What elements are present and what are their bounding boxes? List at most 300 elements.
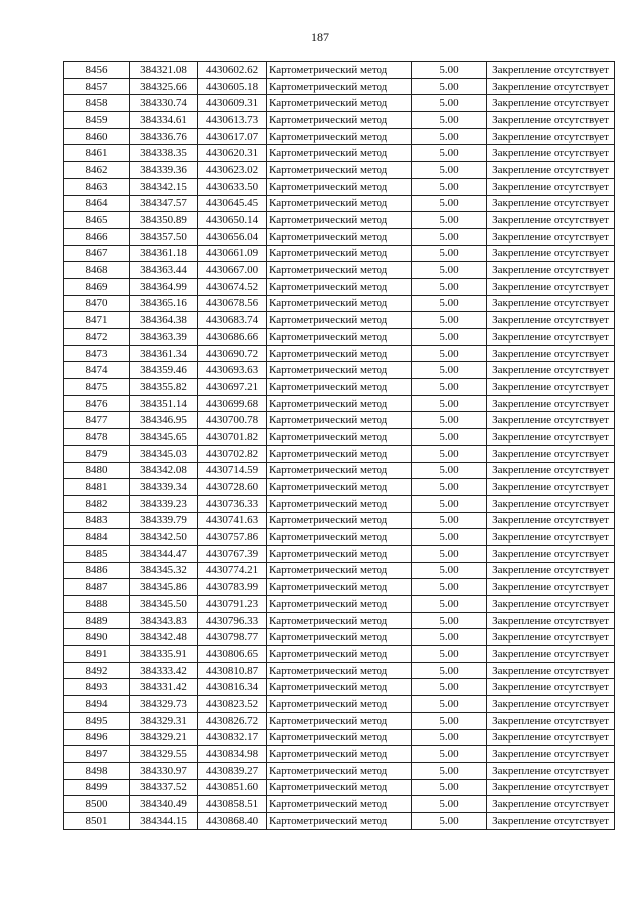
point-number-cell: 8464 bbox=[64, 195, 130, 212]
point-number-cell: 8501 bbox=[64, 812, 130, 829]
table-row bbox=[64, 746, 615, 763]
y-coordinate-cell: 4430851.60 bbox=[198, 779, 267, 796]
accuracy-cell: 5.00 bbox=[412, 312, 487, 329]
method-cell: Картометрический метод bbox=[267, 545, 412, 562]
table-row bbox=[64, 362, 615, 379]
fixation-note-cell: Закрепление отсутствует bbox=[487, 128, 615, 145]
fixation-note-cell: Закрепление отсутствует bbox=[487, 445, 615, 462]
point-number-cell: 8463 bbox=[64, 178, 130, 195]
accuracy-cell: 5.00 bbox=[412, 429, 487, 446]
method-cell: Картометрический метод bbox=[267, 529, 412, 546]
method-cell: Картометрический метод bbox=[267, 479, 412, 496]
x-coordinate-cell: 384346.95 bbox=[130, 412, 198, 429]
table-row bbox=[64, 212, 615, 229]
method-cell: Картометрический метод bbox=[267, 662, 412, 679]
x-coordinate-cell: 384329.21 bbox=[130, 729, 198, 746]
x-coordinate-cell: 384340.49 bbox=[130, 796, 198, 813]
method-cell: Картометрический метод bbox=[267, 162, 412, 179]
y-coordinate-cell: 4430774.21 bbox=[198, 562, 267, 579]
method-cell: Картометрический метод bbox=[267, 596, 412, 613]
method-cell: Картометрический метод bbox=[267, 379, 412, 396]
accuracy-cell: 5.00 bbox=[412, 712, 487, 729]
fixation-note-cell: Закрепление отсутствует bbox=[487, 112, 615, 129]
y-coordinate-cell: 4430741.63 bbox=[198, 512, 267, 529]
method-cell: Картометрический метод bbox=[267, 178, 412, 195]
x-coordinate-cell: 384345.65 bbox=[130, 429, 198, 446]
accuracy-cell: 5.00 bbox=[412, 112, 487, 129]
accuracy-cell: 5.00 bbox=[412, 529, 487, 546]
table-row bbox=[64, 796, 615, 813]
accuracy-cell: 5.00 bbox=[412, 812, 487, 829]
accuracy-cell: 5.00 bbox=[412, 78, 487, 95]
y-coordinate-cell: 4430613.73 bbox=[198, 112, 267, 129]
accuracy-cell: 5.00 bbox=[412, 562, 487, 579]
x-coordinate-cell: 384339.79 bbox=[130, 512, 198, 529]
point-number-cell: 8459 bbox=[64, 112, 130, 129]
point-number-cell: 8498 bbox=[64, 762, 130, 779]
accuracy-cell: 5.00 bbox=[412, 662, 487, 679]
y-coordinate-cell: 4430736.33 bbox=[198, 495, 267, 512]
fixation-note-cell: Закрепление отсутствует bbox=[487, 796, 615, 813]
y-coordinate-cell: 4430796.33 bbox=[198, 612, 267, 629]
y-coordinate-cell: 4430806.65 bbox=[198, 646, 267, 663]
x-coordinate-cell: 384334.61 bbox=[130, 112, 198, 129]
x-coordinate-cell: 384345.03 bbox=[130, 445, 198, 462]
fixation-note-cell: Закрепление отсутствует bbox=[487, 779, 615, 796]
x-coordinate-cell: 384330.97 bbox=[130, 762, 198, 779]
method-cell: Картометрический метод bbox=[267, 295, 412, 312]
accuracy-cell: 5.00 bbox=[412, 62, 487, 79]
coordinates-table bbox=[63, 61, 615, 830]
y-coordinate-cell: 4430823.52 bbox=[198, 696, 267, 713]
y-coordinate-cell: 4430633.50 bbox=[198, 178, 267, 195]
y-coordinate-cell: 4430714.59 bbox=[198, 462, 267, 479]
fixation-note-cell: Закрепление отсутствует bbox=[487, 479, 615, 496]
fixation-note-cell: Закрепление отсутствует bbox=[487, 379, 615, 396]
table-row bbox=[64, 195, 615, 212]
accuracy-cell: 5.00 bbox=[412, 629, 487, 646]
x-coordinate-cell: 384363.39 bbox=[130, 329, 198, 346]
method-cell: Картометрический метод bbox=[267, 145, 412, 162]
table-row bbox=[64, 462, 615, 479]
method-cell: Картометрический метод bbox=[267, 278, 412, 295]
method-cell: Картометрический метод bbox=[267, 62, 412, 79]
y-coordinate-cell: 4430605.18 bbox=[198, 78, 267, 95]
point-number-cell: 8489 bbox=[64, 612, 130, 629]
method-cell: Картометрический метод bbox=[267, 445, 412, 462]
x-coordinate-cell: 384329.73 bbox=[130, 696, 198, 713]
method-cell: Картометрический метод bbox=[267, 495, 412, 512]
accuracy-cell: 5.00 bbox=[412, 262, 487, 279]
accuracy-cell: 5.00 bbox=[412, 579, 487, 596]
y-coordinate-cell: 4430728.60 bbox=[198, 479, 267, 496]
accuracy-cell: 5.00 bbox=[412, 512, 487, 529]
fixation-note-cell: Закрепление отсутствует bbox=[487, 545, 615, 562]
point-number-cell: 8480 bbox=[64, 462, 130, 479]
fixation-note-cell: Закрепление отсутствует bbox=[487, 228, 615, 245]
fixation-note-cell: Закрепление отсутствует bbox=[487, 162, 615, 179]
y-coordinate-cell: 4430617.07 bbox=[198, 128, 267, 145]
table-row bbox=[64, 312, 615, 329]
accuracy-cell: 5.00 bbox=[412, 245, 487, 262]
accuracy-cell: 5.00 bbox=[412, 212, 487, 229]
point-number-cell: 8473 bbox=[64, 345, 130, 362]
x-coordinate-cell: 384351.14 bbox=[130, 395, 198, 412]
table-row bbox=[64, 612, 615, 629]
y-coordinate-cell: 4430757.86 bbox=[198, 529, 267, 546]
y-coordinate-cell: 4430683.74 bbox=[198, 312, 267, 329]
point-number-cell: 8492 bbox=[64, 662, 130, 679]
point-number-cell: 8479 bbox=[64, 445, 130, 462]
accuracy-cell: 5.00 bbox=[412, 679, 487, 696]
y-coordinate-cell: 4430602.62 bbox=[198, 62, 267, 79]
method-cell: Картометрический метод bbox=[267, 228, 412, 245]
table-row bbox=[64, 329, 615, 346]
table-row bbox=[64, 295, 615, 312]
method-cell: Картометрический метод bbox=[267, 512, 412, 529]
table-row bbox=[64, 245, 615, 262]
fixation-note-cell: Закрепление отсутствует bbox=[487, 362, 615, 379]
x-coordinate-cell: 384355.82 bbox=[130, 379, 198, 396]
x-coordinate-cell: 384364.99 bbox=[130, 278, 198, 295]
x-coordinate-cell: 384339.36 bbox=[130, 162, 198, 179]
table-row bbox=[64, 596, 615, 613]
point-number-cell: 8468 bbox=[64, 262, 130, 279]
y-coordinate-cell: 4430783.99 bbox=[198, 579, 267, 596]
y-coordinate-cell: 4430701.82 bbox=[198, 429, 267, 446]
fixation-note-cell: Закрепление отсутствует bbox=[487, 696, 615, 713]
accuracy-cell: 5.00 bbox=[412, 195, 487, 212]
fixation-note-cell: Закрепление отсутствует bbox=[487, 596, 615, 613]
fixation-note-cell: Закрепление отсутствует bbox=[487, 329, 615, 346]
table-row bbox=[64, 262, 615, 279]
x-coordinate-cell: 384325.66 bbox=[130, 78, 198, 95]
table-row bbox=[64, 395, 615, 412]
accuracy-cell: 5.00 bbox=[412, 646, 487, 663]
fixation-note-cell: Закрепление отсутствует bbox=[487, 495, 615, 512]
point-number-cell: 8495 bbox=[64, 712, 130, 729]
point-number-cell: 8496 bbox=[64, 729, 130, 746]
point-number-cell: 8490 bbox=[64, 629, 130, 646]
accuracy-cell: 5.00 bbox=[412, 95, 487, 112]
y-coordinate-cell: 4430798.77 bbox=[198, 629, 267, 646]
y-coordinate-cell: 4430656.04 bbox=[198, 228, 267, 245]
method-cell: Картометрический метод bbox=[267, 262, 412, 279]
fixation-note-cell: Закрепление отсутствует bbox=[487, 629, 615, 646]
y-coordinate-cell: 4430767.39 bbox=[198, 545, 267, 562]
fixation-note-cell: Закрепление отсутствует bbox=[487, 429, 615, 446]
point-number-cell: 8488 bbox=[64, 596, 130, 613]
x-coordinate-cell: 384342.48 bbox=[130, 629, 198, 646]
accuracy-cell: 5.00 bbox=[412, 228, 487, 245]
x-coordinate-cell: 384361.18 bbox=[130, 245, 198, 262]
x-coordinate-cell: 384345.50 bbox=[130, 596, 198, 613]
method-cell: Картометрический метод bbox=[267, 212, 412, 229]
accuracy-cell: 5.00 bbox=[412, 779, 487, 796]
point-number-cell: 8474 bbox=[64, 362, 130, 379]
method-cell: Картометрический метод bbox=[267, 812, 412, 829]
point-number-cell: 8494 bbox=[64, 696, 130, 713]
x-coordinate-cell: 384339.34 bbox=[130, 479, 198, 496]
table-row bbox=[64, 128, 615, 145]
fixation-note-cell: Закрепление отсутствует bbox=[487, 712, 615, 729]
method-cell: Картометрический метод bbox=[267, 562, 412, 579]
table-row bbox=[64, 162, 615, 179]
table-row bbox=[64, 712, 615, 729]
x-coordinate-cell: 384329.55 bbox=[130, 746, 198, 763]
x-coordinate-cell: 384336.76 bbox=[130, 128, 198, 145]
page-number: 187 bbox=[311, 30, 329, 44]
fixation-note-cell: Закрепление отсутствует bbox=[487, 212, 615, 229]
accuracy-cell: 5.00 bbox=[412, 295, 487, 312]
method-cell: Картометрический метод bbox=[267, 95, 412, 112]
fixation-note-cell: Закрепление отсутствует bbox=[487, 462, 615, 479]
fixation-note-cell: Закрепление отсутствует bbox=[487, 195, 615, 212]
x-coordinate-cell: 384343.83 bbox=[130, 612, 198, 629]
fixation-note-cell: Закрепление отсутствует bbox=[487, 579, 615, 596]
accuracy-cell: 5.00 bbox=[412, 345, 487, 362]
method-cell: Картометрический метод bbox=[267, 762, 412, 779]
table-row bbox=[64, 95, 615, 112]
point-number-cell: 8493 bbox=[64, 679, 130, 696]
point-number-cell: 8484 bbox=[64, 529, 130, 546]
x-coordinate-cell: 384361.34 bbox=[130, 345, 198, 362]
x-coordinate-cell: 384350.89 bbox=[130, 212, 198, 229]
y-coordinate-cell: 4430699.68 bbox=[198, 395, 267, 412]
point-number-cell: 8470 bbox=[64, 295, 130, 312]
table-row bbox=[64, 662, 615, 679]
y-coordinate-cell: 4430609.31 bbox=[198, 95, 267, 112]
point-number-cell: 8469 bbox=[64, 278, 130, 295]
fixation-note-cell: Закрепление отсутствует bbox=[487, 312, 615, 329]
accuracy-cell: 5.00 bbox=[412, 545, 487, 562]
point-number-cell: 8486 bbox=[64, 562, 130, 579]
fixation-note-cell: Закрепление отсутствует bbox=[487, 295, 615, 312]
table-row bbox=[64, 646, 615, 663]
accuracy-cell: 5.00 bbox=[412, 612, 487, 629]
point-number-cell: 8465 bbox=[64, 212, 130, 229]
point-number-cell: 8478 bbox=[64, 429, 130, 446]
y-coordinate-cell: 4430697.21 bbox=[198, 379, 267, 396]
table-row bbox=[64, 112, 615, 129]
fixation-note-cell: Закрепление отсутствует bbox=[487, 662, 615, 679]
table-row bbox=[64, 145, 615, 162]
point-number-cell: 8461 bbox=[64, 145, 130, 162]
table-row bbox=[64, 345, 615, 362]
method-cell: Картометрический метод bbox=[267, 712, 412, 729]
point-number-cell: 8462 bbox=[64, 162, 130, 179]
x-coordinate-cell: 384347.57 bbox=[130, 195, 198, 212]
table-row bbox=[64, 812, 615, 829]
accuracy-cell: 5.00 bbox=[412, 278, 487, 295]
x-coordinate-cell: 384335.91 bbox=[130, 646, 198, 663]
method-cell: Картометрический метод bbox=[267, 429, 412, 446]
x-coordinate-cell: 384365.16 bbox=[130, 295, 198, 312]
y-coordinate-cell: 4430791.23 bbox=[198, 596, 267, 613]
x-coordinate-cell: 384331.42 bbox=[130, 679, 198, 696]
y-coordinate-cell: 4430868.40 bbox=[198, 812, 267, 829]
fixation-note-cell: Закрепление отсутствует bbox=[487, 512, 615, 529]
y-coordinate-cell: 4430678.56 bbox=[198, 295, 267, 312]
accuracy-cell: 5.00 bbox=[412, 596, 487, 613]
y-coordinate-cell: 4430674.52 bbox=[198, 278, 267, 295]
accuracy-cell: 5.00 bbox=[412, 395, 487, 412]
method-cell: Картометрический метод bbox=[267, 412, 412, 429]
accuracy-cell: 5.00 bbox=[412, 495, 487, 512]
table-row bbox=[64, 278, 615, 295]
table-row bbox=[64, 529, 615, 546]
fixation-note-cell: Закрепление отсутствует bbox=[487, 412, 615, 429]
point-number-cell: 8497 bbox=[64, 746, 130, 763]
method-cell: Картометрический метод bbox=[267, 729, 412, 746]
accuracy-cell: 5.00 bbox=[412, 362, 487, 379]
fixation-note-cell: Закрепление отсутствует bbox=[487, 245, 615, 262]
table-row bbox=[64, 562, 615, 579]
x-coordinate-cell: 384321.08 bbox=[130, 62, 198, 79]
y-coordinate-cell: 4430858.51 bbox=[198, 796, 267, 813]
accuracy-cell: 5.00 bbox=[412, 329, 487, 346]
table-row bbox=[64, 579, 615, 596]
point-number-cell: 8475 bbox=[64, 379, 130, 396]
method-cell: Картометрический метод bbox=[267, 796, 412, 813]
x-coordinate-cell: 384345.86 bbox=[130, 579, 198, 596]
fixation-note-cell: Закрепление отсутствует bbox=[487, 345, 615, 362]
method-cell: Картометрический метод bbox=[267, 312, 412, 329]
table-row bbox=[64, 779, 615, 796]
method-cell: Картометрический метод bbox=[267, 679, 412, 696]
method-cell: Картометрический метод bbox=[267, 395, 412, 412]
x-coordinate-cell: 384342.50 bbox=[130, 529, 198, 546]
point-number-cell: 8460 bbox=[64, 128, 130, 145]
y-coordinate-cell: 4430667.00 bbox=[198, 262, 267, 279]
y-coordinate-cell: 4430816.34 bbox=[198, 679, 267, 696]
point-number-cell: 8456 bbox=[64, 62, 130, 79]
method-cell: Картометрический метод bbox=[267, 112, 412, 129]
accuracy-cell: 5.00 bbox=[412, 412, 487, 429]
table-row bbox=[64, 412, 615, 429]
table-row bbox=[64, 679, 615, 696]
y-coordinate-cell: 4430661.09 bbox=[198, 245, 267, 262]
x-coordinate-cell: 384364.38 bbox=[130, 312, 198, 329]
method-cell: Картометрический метод bbox=[267, 128, 412, 145]
point-number-cell: 8467 bbox=[64, 245, 130, 262]
fixation-note-cell: Закрепление отсутствует bbox=[487, 95, 615, 112]
fixation-note-cell: Закрепление отсутствует bbox=[487, 812, 615, 829]
point-number-cell: 8499 bbox=[64, 779, 130, 796]
x-coordinate-cell: 384337.52 bbox=[130, 779, 198, 796]
table-row bbox=[64, 512, 615, 529]
point-number-cell: 8471 bbox=[64, 312, 130, 329]
table-row bbox=[64, 178, 615, 195]
method-cell: Картометрический метод bbox=[267, 78, 412, 95]
method-cell: Картометрический метод bbox=[267, 362, 412, 379]
fixation-note-cell: Закрепление отсутствует bbox=[487, 278, 615, 295]
x-coordinate-cell: 384338.35 bbox=[130, 145, 198, 162]
point-number-cell: 8472 bbox=[64, 329, 130, 346]
point-number-cell: 8477 bbox=[64, 412, 130, 429]
y-coordinate-cell: 4430832.17 bbox=[198, 729, 267, 746]
table-row bbox=[64, 729, 615, 746]
fixation-note-cell: Закрепление отсутствует bbox=[487, 762, 615, 779]
coordinates-table-body bbox=[64, 62, 615, 830]
y-coordinate-cell: 4430826.72 bbox=[198, 712, 267, 729]
fixation-note-cell: Закрепление отсутствует bbox=[487, 612, 615, 629]
x-coordinate-cell: 384359.46 bbox=[130, 362, 198, 379]
method-cell: Картометрический метод bbox=[267, 462, 412, 479]
y-coordinate-cell: 4430650.14 bbox=[198, 212, 267, 229]
point-number-cell: 8482 bbox=[64, 495, 130, 512]
x-coordinate-cell: 384344.47 bbox=[130, 545, 198, 562]
accuracy-cell: 5.00 bbox=[412, 762, 487, 779]
accuracy-cell: 5.00 bbox=[412, 379, 487, 396]
table-row bbox=[64, 429, 615, 446]
y-coordinate-cell: 4430620.31 bbox=[198, 145, 267, 162]
method-cell: Картометрический метод bbox=[267, 245, 412, 262]
x-coordinate-cell: 384330.74 bbox=[130, 95, 198, 112]
y-coordinate-cell: 4430690.72 bbox=[198, 345, 267, 362]
method-cell: Картометрический метод bbox=[267, 612, 412, 629]
point-number-cell: 8491 bbox=[64, 646, 130, 663]
table-row bbox=[64, 762, 615, 779]
fixation-note-cell: Закрепление отсутствует bbox=[487, 78, 615, 95]
fixation-note-cell: Закрепление отсутствует bbox=[487, 262, 615, 279]
y-coordinate-cell: 4430645.45 bbox=[198, 195, 267, 212]
method-cell: Картометрический метод bbox=[267, 696, 412, 713]
x-coordinate-cell: 384345.32 bbox=[130, 562, 198, 579]
method-cell: Картометрический метод bbox=[267, 195, 412, 212]
table-row bbox=[64, 545, 615, 562]
accuracy-cell: 5.00 bbox=[412, 128, 487, 145]
y-coordinate-cell: 4430623.02 bbox=[198, 162, 267, 179]
point-number-cell: 8487 bbox=[64, 579, 130, 596]
x-coordinate-cell: 384357.50 bbox=[130, 228, 198, 245]
accuracy-cell: 5.00 bbox=[412, 746, 487, 763]
method-cell: Картометрический метод bbox=[267, 629, 412, 646]
method-cell: Картометрический метод bbox=[267, 579, 412, 596]
x-coordinate-cell: 384329.31 bbox=[130, 712, 198, 729]
point-number-cell: 8457 bbox=[64, 78, 130, 95]
fixation-note-cell: Закрепление отсутствует bbox=[487, 646, 615, 663]
accuracy-cell: 5.00 bbox=[412, 445, 487, 462]
fixation-note-cell: Закрепление отсутствует bbox=[487, 62, 615, 79]
fixation-note-cell: Закрепление отсутствует bbox=[487, 679, 615, 696]
y-coordinate-cell: 4430810.87 bbox=[198, 662, 267, 679]
accuracy-cell: 5.00 bbox=[412, 796, 487, 813]
y-coordinate-cell: 4430834.98 bbox=[198, 746, 267, 763]
fixation-note-cell: Закрепление отсутствует bbox=[487, 746, 615, 763]
y-coordinate-cell: 4430693.63 bbox=[198, 362, 267, 379]
x-coordinate-cell: 384333.42 bbox=[130, 662, 198, 679]
accuracy-cell: 5.00 bbox=[412, 178, 487, 195]
accuracy-cell: 5.00 bbox=[412, 479, 487, 496]
method-cell: Картометрический метод bbox=[267, 746, 412, 763]
table-row bbox=[64, 228, 615, 245]
accuracy-cell: 5.00 bbox=[412, 462, 487, 479]
table-row bbox=[64, 62, 615, 79]
accuracy-cell: 5.00 bbox=[412, 145, 487, 162]
point-number-cell: 8476 bbox=[64, 395, 130, 412]
point-number-cell: 8483 bbox=[64, 512, 130, 529]
point-number-cell: 8466 bbox=[64, 228, 130, 245]
table-row bbox=[64, 696, 615, 713]
method-cell: Картометрический метод bbox=[267, 345, 412, 362]
y-coordinate-cell: 4430686.66 bbox=[198, 329, 267, 346]
method-cell: Картометрический метод bbox=[267, 779, 412, 796]
accuracy-cell: 5.00 bbox=[412, 696, 487, 713]
point-number-cell: 8458 bbox=[64, 95, 130, 112]
method-cell: Картометрический метод bbox=[267, 329, 412, 346]
fixation-note-cell: Закрепление отсутствует bbox=[487, 395, 615, 412]
